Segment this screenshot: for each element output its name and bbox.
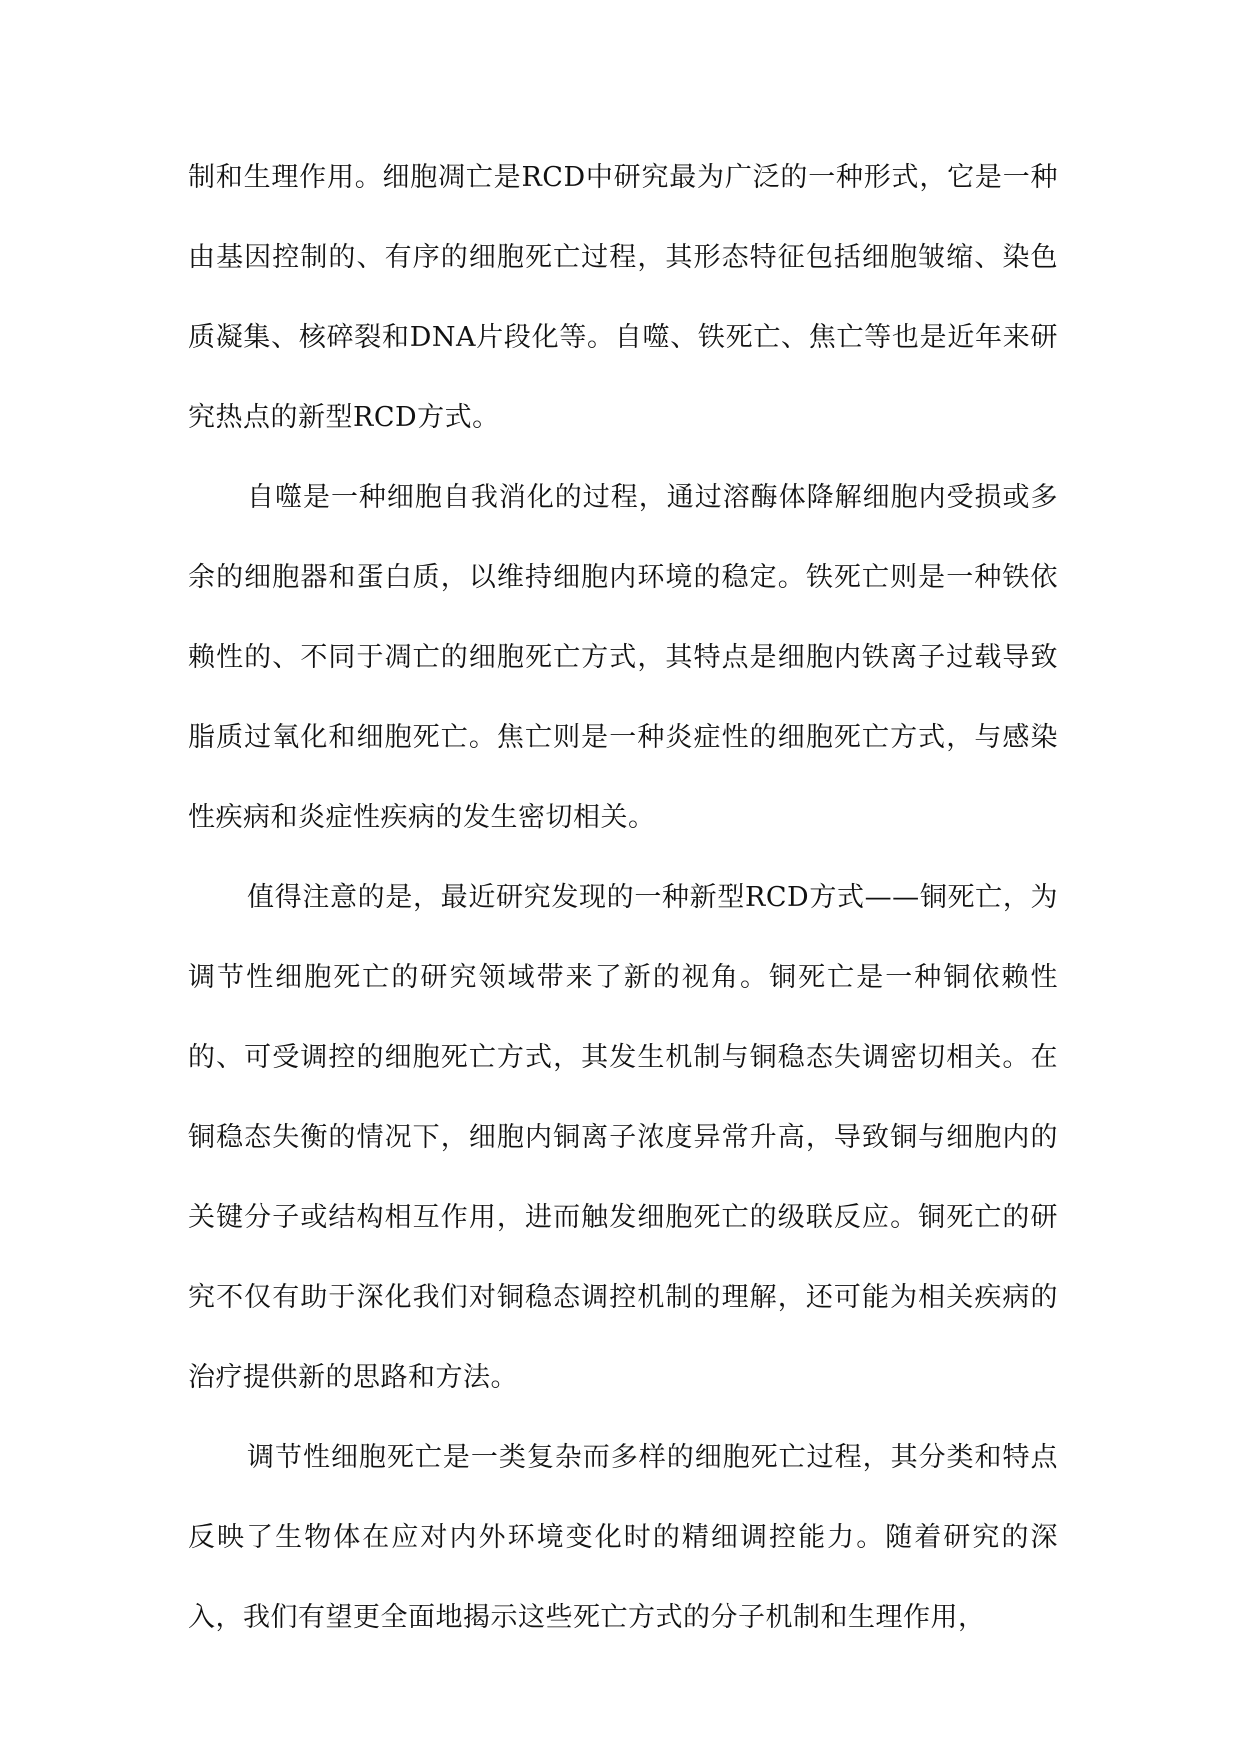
document-body <box>188 138 1058 1658</box>
paragraph-continuation: 制和生理作用。细胞凋亡是RCD中研究最为广泛的一种形式，它是一种由基因控制的、有序的细胞死亡过程，其形态特征包括细胞皱缩、染色质凝集、核碎裂和DNA片段化等。自噬、铁死亡、焦亡等也是近年来研究热点的新型RCD方式。 <box>188 162 1058 433</box>
paragraph-summary: 调节性细胞死亡是一类复杂而多样的细胞死亡过程，其分类和特点反映了生物体在应对内外环境变化时的精细调控能力。随着研究的深入，我们有望更全面地揭示这些死亡方式的分子机制和生理作用， <box>188 1442 1058 1633</box>
paragraph-cuproptosis: 值得注意的是，最近研究发现的一种新型RCD方式——铜死亡，为调节性细胞死亡的研究领域带来了新的视角。铜死亡是一种铜依赖性的、可受调控的细胞死亡方式，其发生机制与铜稳态失调密切相关。在铜稳态失衡的情况下，细胞内铜离子浓度异常升高，导致铜与细胞内的关键分子或结构相互作用，进而触发细胞死亡的级联反应。铜死亡的研究不仅有助于深化我们对铜稳态调控机制的理解，还可能为相关疾病的治疗提供新的思路和方法。 <box>188 882 1058 1393</box>
paragraph-autophagy-ferroptosis-pyroptosis: 自噬是一种细胞自我消化的过程，通过溶酶体降解细胞内受损或多余的细胞器和蛋白质，以维持细胞内环境的稳定。铁死亡则是一种铁依赖性的、不同于凋亡的细胞死亡方式，其特点是细胞内铁离子过载导致脂质过氧化和细胞死亡。焦亡则是一种炎症性的细胞死亡方式，与感染性疾病和炎症性疾病的发生密切相关。 <box>188 482 1058 833</box>
